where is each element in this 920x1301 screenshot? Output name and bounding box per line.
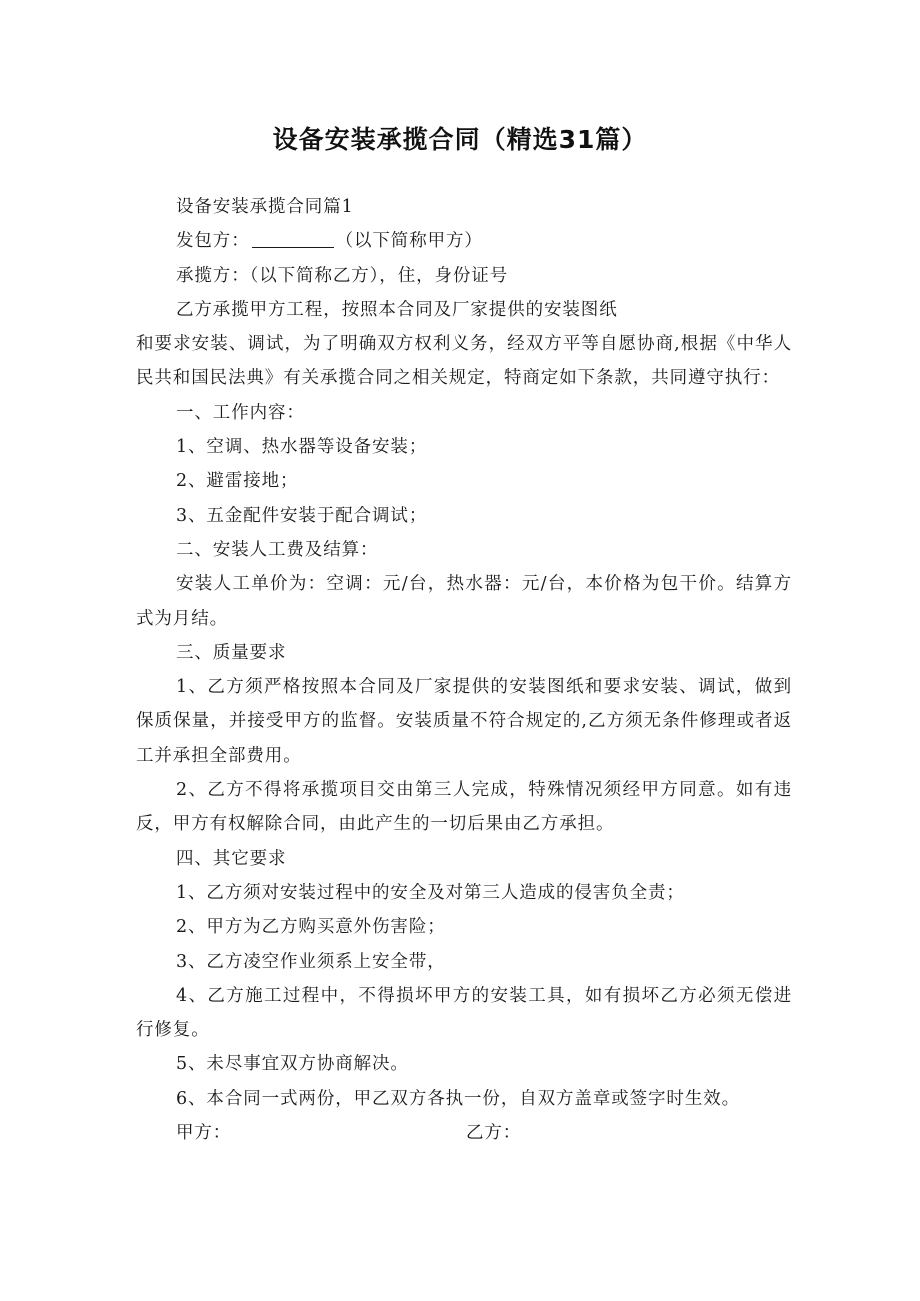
section-4-item-4-line-1: 4、乙方施工过程中，不得损坏甲方的安装工具，如有损坏乙方必须无偿进 xyxy=(176,985,792,1006)
section-4-item-1: 1、乙方须对安装过程中的安全及对第三人造成的侵害负全责； xyxy=(176,882,685,903)
party-a-signature-label: 甲方： xyxy=(176,1123,232,1144)
section-heading: 设备安装承揽合同篇1 xyxy=(176,197,354,217)
section-1-item-3: 3、五金配件安装于配合调试； xyxy=(176,505,428,526)
section-2-line-1: 安装人工单价为：空调：元/台，热水器：元/台，本价格为包干价。结算方 xyxy=(176,574,792,595)
section-3-item-2-line-1: 2、乙方不得将承揽项目交由第三人完成，特殊情况须经甲方同意。如有违 xyxy=(176,780,792,801)
document-body xyxy=(136,190,792,1150)
party-b-signature-label: 乙方： xyxy=(466,1123,522,1144)
section-1-item-2: 2、避雷接地； xyxy=(176,471,299,492)
employer-label: 发包方： xyxy=(176,231,250,252)
document-title: 设备安装承揽合同（精选31篇） xyxy=(272,125,648,154)
section-4-item-2: 2、甲方为乙方购买意外伤害险； xyxy=(176,917,446,938)
section-3-item-1-line-3: 工并承担全部费用。 xyxy=(136,745,302,766)
intro-line-1: 乙方承揽甲方工程，按照本合同及厂家提供的安装图纸 xyxy=(176,299,618,320)
section-4-item-4-line-2: 行修复。 xyxy=(136,1020,210,1041)
section-4-item-6: 6、本合同一式两份，甲乙双方各执一份，自双方盖章或签字时生效。 xyxy=(176,1088,741,1109)
employer-blank xyxy=(252,227,334,248)
section-1-heading: 一、工作内容： xyxy=(176,402,305,423)
intro-line-2: 和要求安装、调试，为了明确双方权利义务，经双方平等自愿协商,根据《中华人 xyxy=(136,334,792,355)
contractor-line: 承揽方：（以下简称乙方），住，身份证号 xyxy=(176,265,509,286)
section-4-heading: 四、其它要求 xyxy=(176,848,287,869)
section-2-heading: 二、安装人工费及结算： xyxy=(176,539,379,560)
section-4-item-5: 5、未尽事宜双方协商解决。 xyxy=(176,1054,409,1075)
section-1-item-1: 1、空调、热水器等设备安装； xyxy=(176,437,428,458)
section-3-heading: 三、质量要求 xyxy=(176,642,287,663)
section-4-item-3: 3、乙方凌空作业须系上安全带， xyxy=(176,951,446,972)
section-3-item-2-line-2: 反，甲方有权解除合同，由此产生的一切后果由乙方承担。 xyxy=(136,814,615,835)
section-3-item-1-line-1: 1、乙方须严格按照本合同及厂家提供的安装图纸和要求安装、调试，做到 xyxy=(176,677,792,698)
section-3-item-1-line-2: 保质保量，并接受甲方的监督。安装质量不符合规定的,乙方须无条件修理或者返 xyxy=(136,711,792,732)
section-2-line-2: 式为月结。 xyxy=(136,608,228,629)
employer-line xyxy=(136,224,792,258)
employer-suffix: （以下简称甲方） xyxy=(335,231,483,252)
intro-line-3: 民共和国民法典》有关承揽合同之相关规定，特商定如下条款，共同遵守执行： xyxy=(136,368,780,389)
signature-row xyxy=(136,1116,792,1150)
